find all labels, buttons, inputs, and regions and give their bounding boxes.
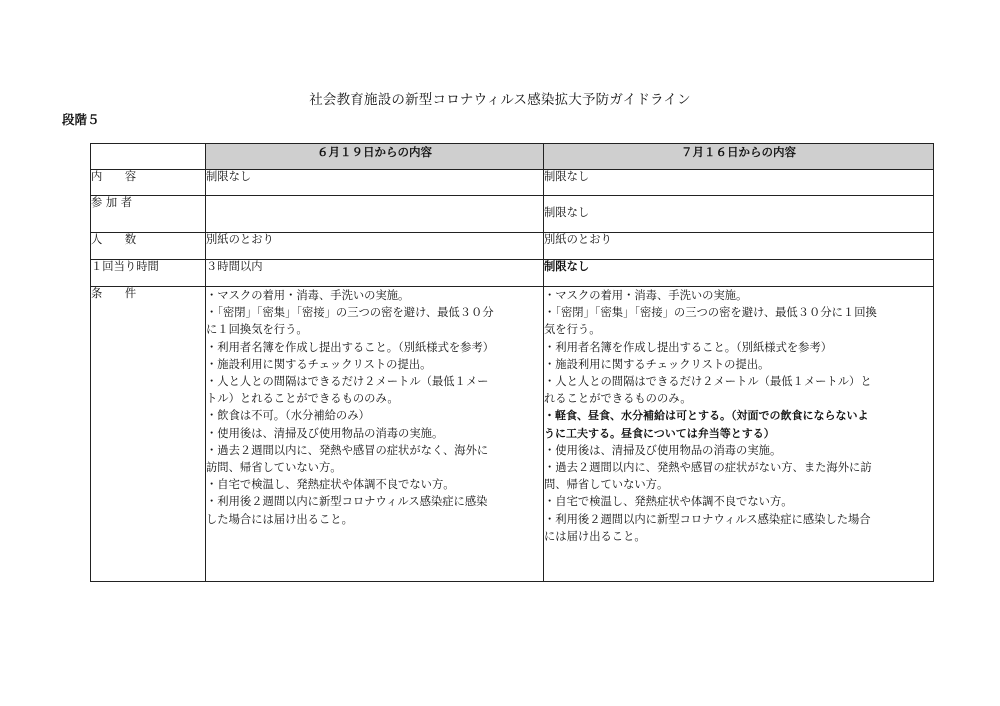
condition-line: ・軽食、昼食、水分補給は可とする。（対面での飲食にならないよ (544, 409, 869, 423)
cell-july-conditions (544, 287, 934, 582)
condition-line: した場合には届け出ること。 (206, 512, 353, 526)
condition-line: うに工夫する。昼食については弁当等とする） (544, 426, 775, 440)
cell-july-content: 制限なし (544, 170, 934, 196)
table-row-headcount (91, 233, 934, 260)
stage-label: 段階５ (62, 112, 100, 127)
condition-line: ・施設利用に関するチェックリストの提出。 (206, 357, 432, 371)
guideline-table (90, 143, 934, 582)
condition-line: ・マスクの着用・消毒、手洗いの実施。 (544, 289, 748, 302)
row-label-headcount: 人 数 (91, 233, 206, 260)
condition-line: ・マスクの着用・消毒、手洗いの実施。 (206, 289, 410, 302)
condition-line: トル）とれることができるもののみ。 (206, 392, 399, 406)
header-corner-cell (91, 144, 206, 170)
condition-line: ・使用後は、清掃及び使用物品の消毒の実施。 (544, 443, 782, 457)
condition-line: に１回換気を行う。 (206, 323, 308, 337)
condition-line: 訪問、帰省していない方。 (206, 461, 342, 475)
cell-june-conditions (206, 287, 544, 582)
condition-line: ・「密閉」「密集」「密接」の三つの密を避け、最低３０分 (206, 306, 494, 320)
row-label-content: 内 容 (91, 170, 206, 196)
header-june-19: ６月１９日からの内容 (206, 144, 544, 170)
condition-line: ・利用後２週間以内に新型コロナウィルス感染症に感染した場合 (544, 512, 871, 526)
condition-line: 問、帰省していない方。 (544, 478, 669, 492)
cell-june-participants (206, 196, 544, 233)
condition-line: ・過去２週間以内に、発熱や感冒の症状がなく、海外に (206, 443, 489, 457)
table-row-conditions (91, 287, 934, 582)
condition-line: ・施設利用に関するチェックリストの提出。 (544, 357, 770, 371)
condition-line: ・人と人との間隔はできるだけ２メートル（最低１メー (206, 375, 489, 389)
condition-line: には届け出ること。 (544, 529, 646, 543)
condition-line: ・自宅で検温し、発熱症状や体調不良でない方。 (206, 478, 455, 492)
condition-line: ・利用者名簿を作成し提出すること。（別紙様式を参考） (544, 340, 833, 354)
condition-line: ・飲食は不可。（水分補給のみ） (206, 409, 370, 423)
cell-july-headcount: 別紙のとおり (544, 233, 934, 260)
row-label-duration: １回当り時間 (91, 260, 206, 287)
condition-line: ・利用後２週間以内に新型コロナウィルス感染症に感染 (206, 495, 488, 509)
cell-july-duration: 制限なし (544, 260, 934, 287)
header-row (91, 144, 934, 170)
condition-line: ・過去２週間以内に、発熱や感冒の症状がない方、また海外に訪 (544, 461, 872, 475)
table-row-participants (91, 196, 934, 233)
condition-line: れることができるもののみ。 (544, 392, 692, 406)
condition-line: ・利用者名簿を作成し提出すること。（別紙様式を参考） (206, 340, 495, 354)
header-july-16: ７月１６日からの内容 (544, 144, 934, 170)
cell-june-content: 制限なし (206, 170, 544, 196)
cell-june-duration: ３時間以内 (206, 260, 544, 287)
row-label-conditions: 条 件 (91, 287, 206, 582)
cell-june-headcount: 別紙のとおり (206, 233, 544, 260)
table-row-duration (91, 260, 934, 287)
condition-line: 気を行う。 (544, 323, 601, 337)
condition-line: ・人と人との間隔はできるだけ２メートル（最低１メートル）と (544, 375, 872, 389)
cell-july-participants: 制限なし (544, 196, 934, 233)
condition-line: ・自宅で検温し、発熱症状や体調不良でない方。 (544, 495, 793, 509)
document-title: 社会教育施設の新型コロナウィルス感染拡大予防ガイドライン (309, 92, 691, 108)
table-row-content (91, 170, 934, 196)
condition-line: ・使用後は、清掃及び使用物品の消毒の実施。 (206, 426, 444, 440)
condition-line: ・「密閉」「密集」「密接」の三つの密を避け、最低３０分に１回換 (544, 306, 877, 320)
row-label-participants: 参 加 者 (91, 196, 206, 233)
